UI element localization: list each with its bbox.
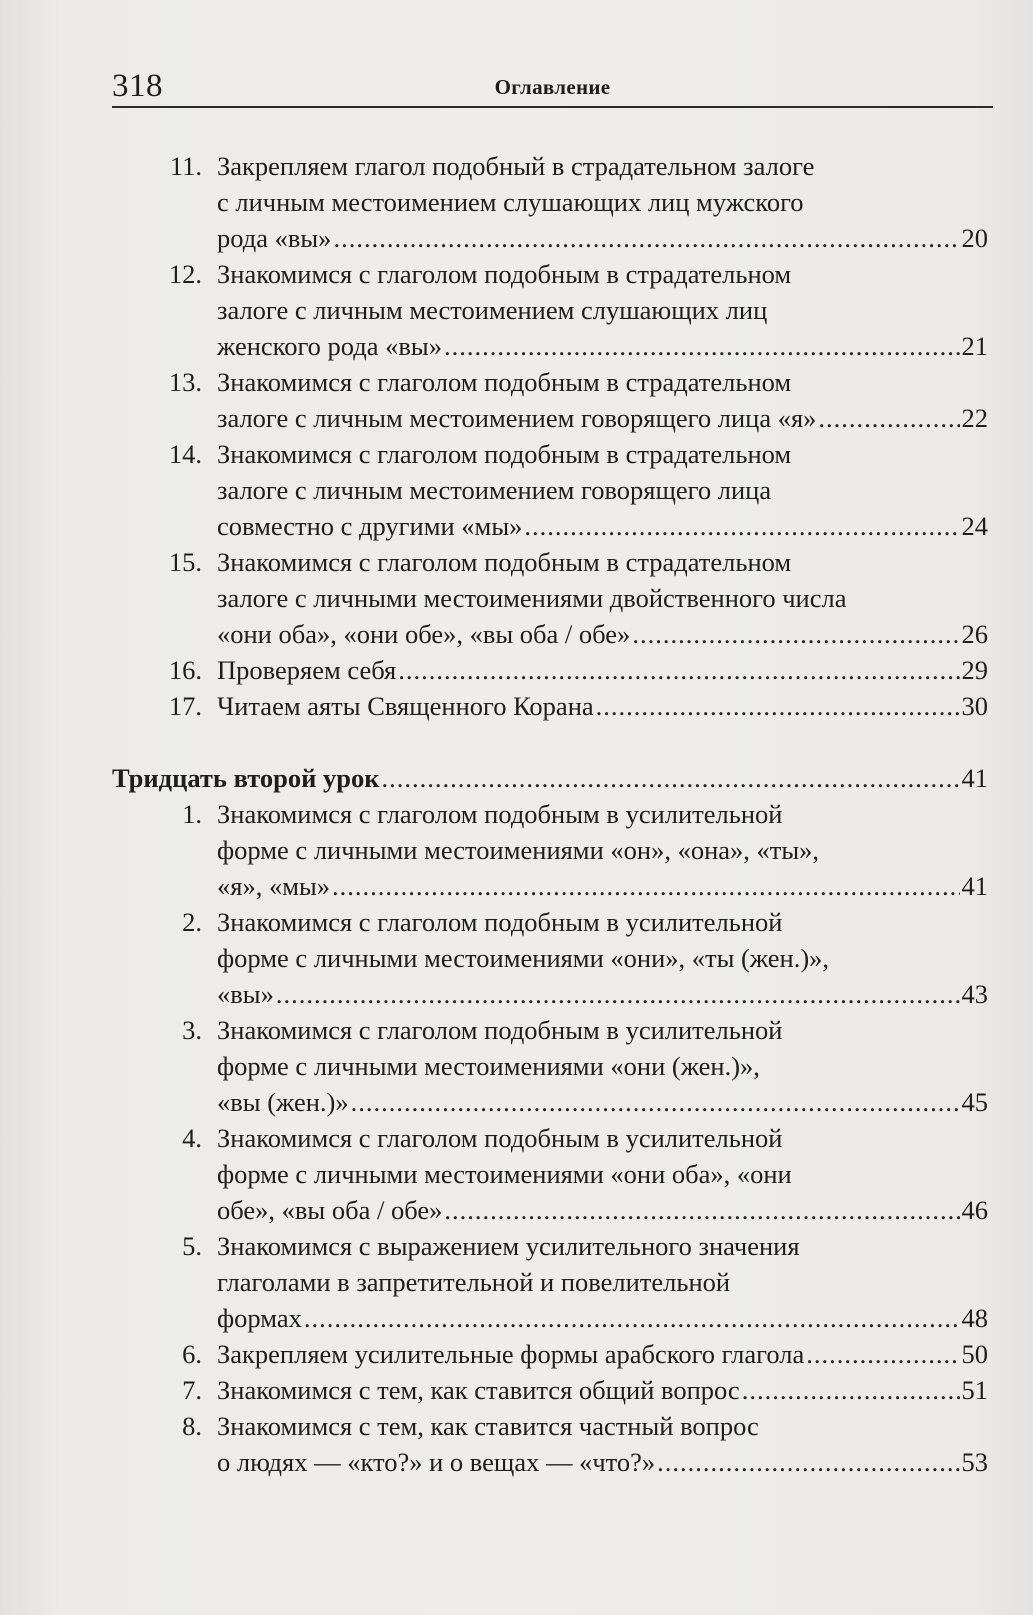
dot-leader xyxy=(657,1444,959,1480)
entry-page-number: 22 xyxy=(961,403,988,433)
entry-number: 5. xyxy=(182,1231,202,1261)
entry-title-line: Знакомимся с тем, как ставится общий вопрос xyxy=(217,1375,740,1405)
entry-number: 4. xyxy=(182,1123,202,1153)
dot-leader xyxy=(818,400,959,436)
entry-title-line: о людях — «кто?» и о вещах — «что?» xyxy=(217,1447,656,1477)
entry-title-last-line xyxy=(217,400,988,436)
running-title: Оглавление xyxy=(494,75,611,99)
entry-title xyxy=(217,1408,988,1480)
entry-title-last-line xyxy=(217,616,988,652)
entry-page-number: 51 xyxy=(961,1375,988,1405)
dot-leader xyxy=(332,868,959,904)
toc-entry[interactable] xyxy=(112,904,988,1012)
entry-page-number: 29 xyxy=(961,655,988,685)
entry-title-line: Знакомимся с выражением усилительного значения xyxy=(217,1231,800,1261)
entry-number: 2. xyxy=(182,907,202,937)
entry-title-line: Знакомимся с глаголом подобным в усилительной xyxy=(217,1123,783,1153)
toc-entry[interactable] xyxy=(112,1336,988,1372)
entry-title-line: залоге с личным местоимением слушающих лиц xyxy=(217,295,768,325)
entry-title-line: залоге с личными местоимениями двойственного числа xyxy=(217,583,847,613)
toc-entry[interactable] xyxy=(112,1012,988,1120)
dot-leader xyxy=(632,616,959,652)
toc-list-previous-lesson xyxy=(112,148,988,724)
entry-title-line: форме с личными местоимениями «они (жен.)», xyxy=(217,1051,760,1081)
entry-page-number: 30 xyxy=(961,691,988,721)
entry-title-line: форме с личными местоимениями «он», «она», «ты», xyxy=(217,835,820,865)
page-number: 318 xyxy=(112,68,163,104)
entry-title-last-line xyxy=(217,652,988,688)
entry-page-number: 50 xyxy=(961,1339,988,1369)
toc-entry[interactable] xyxy=(112,1120,988,1228)
dot-leader xyxy=(398,652,959,688)
entry-title-last-line xyxy=(217,1336,988,1372)
entry-page-number: 48 xyxy=(961,1303,988,1333)
entry-number: 12. xyxy=(168,259,202,289)
entry-page-number: 46 xyxy=(961,1195,988,1225)
dot-leader xyxy=(333,220,959,256)
entry-title xyxy=(217,904,988,1012)
dot-leader xyxy=(351,1084,960,1120)
entry-number: 17. xyxy=(168,691,202,721)
entry-number: 7. xyxy=(182,1375,202,1405)
entry-title-line: формах xyxy=(217,1303,302,1333)
entry-page-number: 26 xyxy=(961,619,988,649)
entry-title-line: Закрепляем глагол подобный в страдательном залоге xyxy=(217,151,815,181)
dot-leader xyxy=(444,328,960,364)
entry-page-number: 45 xyxy=(961,1087,988,1117)
section-page-number: 41 xyxy=(961,763,988,793)
entry-title xyxy=(217,796,988,904)
entry-title xyxy=(217,688,988,724)
entry-title-line: Знакомимся с глаголом подобным в страдательном xyxy=(217,547,792,577)
entry-title xyxy=(217,1228,988,1336)
entry-title-last-line xyxy=(217,1444,988,1480)
entry-title-line: «я», «мы» xyxy=(217,871,331,901)
entry-title-line: залоге с личным местоимением говорящего лица «я» xyxy=(217,403,817,433)
toc-entry[interactable] xyxy=(112,544,988,652)
entry-title-line: Знакомимся с глаголом подобным в страдательном xyxy=(217,439,792,469)
toc-entry[interactable] xyxy=(112,796,988,904)
toc-entry[interactable] xyxy=(112,1228,988,1336)
dot-leader xyxy=(382,760,960,796)
entry-title-last-line xyxy=(217,508,988,544)
entry-title-last-line xyxy=(217,1192,988,1228)
entry-title-last-line xyxy=(217,1300,988,1336)
entry-title-line: Проверяем себя xyxy=(217,655,397,685)
toc-entry[interactable] xyxy=(112,652,988,688)
entry-number: 13. xyxy=(168,367,202,397)
entry-page-number: 41 xyxy=(961,871,988,901)
running-head xyxy=(112,66,993,108)
toc-entry[interactable] xyxy=(112,436,988,544)
entry-title-line: Знакомимся с глаголом подобным в страдательном xyxy=(217,259,792,289)
entry-title-line: форме с личными местоимениями «они оба», «они xyxy=(217,1159,792,1189)
entry-title-line: форме с личными местоимениями «они», «ты (жен.)», xyxy=(217,943,830,973)
entry-title xyxy=(217,256,988,364)
entry-title-last-line xyxy=(217,976,988,1012)
entry-title-line: Знакомимся с глаголом подобным в усилительной xyxy=(217,799,783,829)
entry-title-line: обе», «вы оба / обе» xyxy=(217,1195,443,1225)
entry-number: 15. xyxy=(168,547,202,577)
entry-title-line: Знакомимся с тем, как ставится частный вопрос xyxy=(217,1411,759,1441)
entry-title-line: Знакомимся с глаголом подобным в страдательном xyxy=(217,367,792,397)
toc-entry[interactable] xyxy=(112,1408,988,1480)
entry-title-line: совместно с другими «мы» xyxy=(217,511,523,541)
entry-title-line: «они оба», «они обе», «вы оба / обе» xyxy=(217,619,631,649)
entry-number: 8. xyxy=(182,1411,202,1441)
entry-title xyxy=(217,1012,988,1120)
entry-title-line: женского рода «вы» xyxy=(217,331,442,361)
entry-number: 1. xyxy=(182,799,202,829)
entry-title xyxy=(217,1336,988,1372)
entry-number: 14. xyxy=(168,439,202,469)
entry-title-line: «вы (жен.)» xyxy=(217,1087,349,1117)
entry-title-line: Знакомимся с глаголом подобным в усилительной xyxy=(217,907,783,937)
entry-title xyxy=(217,1120,988,1228)
dot-leader xyxy=(742,1372,960,1408)
toc-entry[interactable] xyxy=(112,148,988,256)
section-title: Тридцать второй урок xyxy=(112,763,380,793)
entry-title-last-line xyxy=(217,688,988,724)
entry-title-last-line xyxy=(217,328,988,364)
dot-leader xyxy=(596,688,960,724)
entry-title-last-line xyxy=(217,220,988,256)
dot-leader xyxy=(276,976,960,1012)
entry-number: 16. xyxy=(168,655,202,685)
entry-title xyxy=(217,652,988,688)
entry-title xyxy=(217,1372,988,1408)
toc-section-heading[interactable] xyxy=(112,760,988,796)
entry-page-number: 24 xyxy=(961,511,988,541)
entry-title-line: глаголами в запретительной и повелительной xyxy=(217,1267,731,1297)
entry-title-line: с личным местоимением слушающих лиц мужского xyxy=(217,187,804,217)
entry-title-line: рода «вы» xyxy=(217,223,332,253)
entry-page-number: 21 xyxy=(961,331,988,361)
entry-number: 6. xyxy=(182,1339,202,1369)
entry-title-line: залоге с личным местоимением говорящего лица xyxy=(217,475,772,505)
dot-leader xyxy=(304,1300,960,1336)
entry-title xyxy=(217,364,988,436)
entry-title-last-line xyxy=(217,1084,988,1120)
toc-entry[interactable] xyxy=(112,688,988,724)
dot-leader xyxy=(524,508,959,544)
entry-title-line: Читаем аяты Священного Корана xyxy=(217,691,594,721)
entry-page-number: 53 xyxy=(961,1447,988,1477)
entry-title-last-line xyxy=(217,868,988,904)
dot-leader xyxy=(444,1192,959,1228)
toc-entry[interactable] xyxy=(112,1372,988,1408)
entry-title-line: Знакомимся с глаголом подобным в усилительной xyxy=(217,1015,783,1045)
toc-entry[interactable] xyxy=(112,364,988,436)
entry-title xyxy=(217,544,988,652)
entry-page-number: 20 xyxy=(961,223,988,253)
entry-title-line: Закрепляем усилительные формы арабского глагола xyxy=(217,1339,805,1369)
table-of-contents xyxy=(112,148,988,1480)
entry-title xyxy=(217,148,988,256)
entry-page-number: 43 xyxy=(961,979,988,1009)
entry-number: 11. xyxy=(169,151,202,181)
entry-number: 3. xyxy=(182,1015,202,1045)
toc-list-lesson-32 xyxy=(112,796,988,1480)
toc-entry[interactable] xyxy=(112,256,988,364)
entry-title xyxy=(217,436,988,544)
dot-leader xyxy=(806,1336,959,1372)
entry-title-last-line xyxy=(217,1372,988,1408)
entry-title-line: «вы» xyxy=(217,979,274,1009)
